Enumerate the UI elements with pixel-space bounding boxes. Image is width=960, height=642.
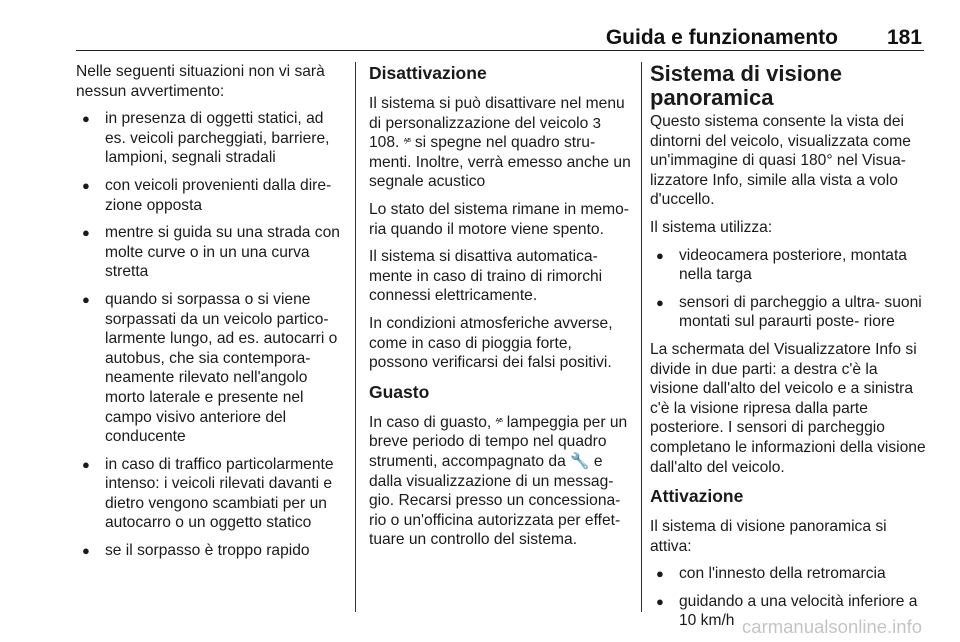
components-list: [650, 246, 926, 332]
page-ref: 108.: [369, 134, 400, 152]
system-uses: Il sistema utilizza:: [650, 218, 773, 236]
display-description: La schermata del Visualizzatore Info si divide in due parti: a destra c'è la visione dall'alto del veicolo e a sinistra c'è la visione ripresa dalla parte posteriore. I sensori di parcheggio completano le informazioni della visione dall'alto del veicolo.: [650, 340, 926, 476]
heading-attivazione: Attivazione: [650, 486, 744, 507]
list-item: ● con l'innesto della retromarcia: [650, 564, 926, 584]
list-item: ● videocamera posteriore, montata nella targa: [650, 246, 926, 285]
page-number: 181: [886, 26, 922, 49]
column-divider-2: [641, 62, 642, 612]
side-blind-spot-indicator-icon: ᴬ⁄ᴮ: [495, 416, 503, 426]
section-title: Guida e funzionamento: [605, 26, 838, 49]
column-1: [76, 62, 342, 569]
column-divider-1: [355, 62, 356, 612]
list-item: ● quando si sorpassa o si viene sorpassati da un veicolo partico- larmente lungo, ad es. autocarri o autobus, che sia contempora- neamente rilevato nell'angolo morto laterale e presente nel campo visivo anteriore del conducente: [76, 290, 342, 447]
watermark: carmanualsonline.info: [742, 616, 922, 637]
column-2: [369, 62, 635, 558]
list-item: ● con veicoli provenienti dalla dire- zione opposta: [76, 176, 342, 215]
weather-paragraph: In condizioni atmosferiche avverse, come in caso di pioggia forte, possono verificarsi dei falsi positivi.: [369, 314, 613, 372]
heading-guasto: Guasto: [369, 381, 430, 402]
trailer-paragraph: Il sistema si disattiva automatica- mente in caso di traino di rimorchi connessi elettricamente.: [369, 248, 603, 305]
side-blind-spot-indicator-icon: ᴬ⁄ᴮ: [403, 137, 411, 147]
intro-paragraph: Nelle seguenti situazioni non vi sarà nessun avvertimento:: [76, 63, 325, 100]
wrench-icon: 🔧: [570, 452, 590, 470]
heading-disattivazione: Disattivazione: [369, 63, 487, 83]
heading-sistema-visione: Sistema di visione panoramica: [650, 61, 842, 110]
fault-paragraph: In caso di guasto, ᴬ⁄ᴮ lampeggia per un breve periodo di tempo nel quadro strumenti, accompagnato da 🔧 e dalla visualizzazione di un messag- gio. Recarsi presso un concessiona- rio o un'officina autorizzata per effet- tuare un controllo del sistema.: [369, 413, 628, 549]
column-3: [650, 62, 926, 639]
list-item: ● sensori di parcheggio a ultra- suoni montati sul paraurti poste- riore: [650, 293, 926, 332]
list-item: ● in presenza di oggetti statici, ad es. veicoli parcheggiati, barriere, lampioni, segnali stradali: [76, 109, 342, 168]
no-warning-list: [76, 109, 342, 560]
page-ref-arrow-icon: 3: [592, 114, 601, 132]
list-item: ● guidando a una velocità inferiore a 10 km/h: [650, 592, 926, 631]
memory-paragraph: Lo stato del sistema rimane in memo- ria quando il motore viene spento.: [369, 200, 629, 238]
list-item: ● mentre si guida su una strada con molte curve o in un una curva stretta: [76, 223, 342, 282]
system-description: Questo sistema consente la vista dei dintorni del veicolo, visualizzata come un'immagine di quasi 180° nel Visua- lizzatore Info, simile alla vista a volo d'uccello.: [650, 113, 911, 209]
activation-paragraph: Il sistema di visione panoramica si attiva:: [650, 518, 887, 555]
deactivation-paragraph: Il sistema si può disattivare nel menu di personalizzazione del veicolo 3 108. ᴬ⁄ᴮ si spegne nel quadro stru- menti. Inoltre, verrà emesso anche un segnale acustico: [369, 95, 631, 191]
page-header: [76, 0, 924, 51]
list-item: ● se il sorpasso è troppo rapido: [76, 541, 342, 561]
list-item: ● in caso di traffico particolarmente intenso: i veicoli rilevati davanti e dietro vengono scambiati per un autocarro o un oggetto statico: [76, 455, 342, 533]
